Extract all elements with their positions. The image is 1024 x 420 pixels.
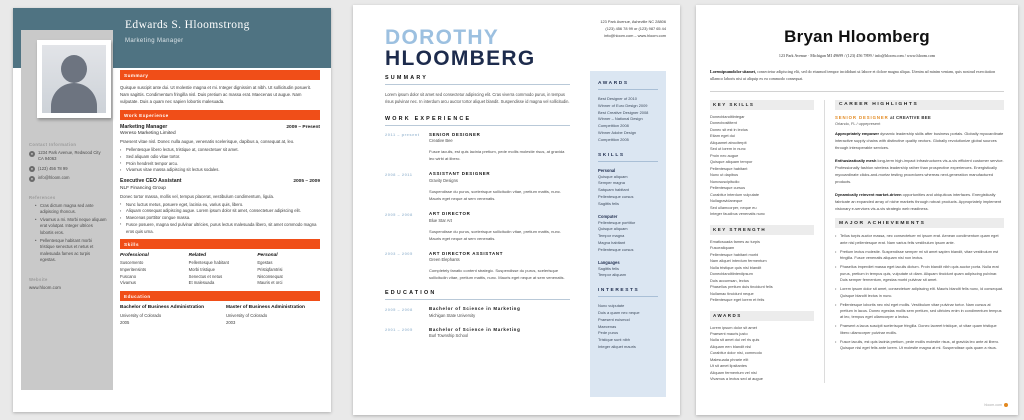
list-item: • Pretium lectus molestie. Suspendisse semper mi sit amet sapien blandit, vitae vestibulum est fringilla. Fusce venenatis aliquam nisl non lectus. xyxy=(835,249,1004,262)
achievements-list xyxy=(835,233,1004,351)
list-item: ▪ Maecenas porttitor congue massa. xyxy=(120,215,320,222)
award-item: Best Creative Designer 2008 xyxy=(598,109,649,115)
skill-item: Imperitensints xyxy=(120,266,147,272)
list-item: ▪ Nunc luctus metus, posuere eget, lacinia eu, varius quis, libero. xyxy=(120,202,320,209)
resume3-right-column xyxy=(824,100,1004,383)
skill-item: Nullagravidaneque xyxy=(710,198,743,204)
award-item: Nulla sit amet dui vel ris quis xyxy=(710,337,760,343)
resume3-name: Bryan Hloomberg xyxy=(784,27,930,46)
contact-row xyxy=(29,175,107,182)
job-intro: Donec tortor massa, mollis vel, tempus placerat, vestibulum condimentum, ligula. xyxy=(120,193,275,199)
list-item: • Phasellus imperdiet massa eget iaculis dictum. Proin blandit nibh quis auctor porta. Nulla erat purus, pretium in tempus quis, vulputate ut diam. Aliquam tincidunt quam adipiscing pulvinar. Duis semper fermentum, egestas morbi pulvinar sit amet. xyxy=(835,264,1004,283)
skill-item: Curabitur interdum vulputate xyxy=(710,191,760,197)
skills-column xyxy=(189,253,252,287)
resume2-main-column xyxy=(385,75,570,347)
career-paragraph xyxy=(835,158,1004,186)
award-item: Vivamus a lectus sed at augue xyxy=(710,376,763,382)
job-title: ART DIRECTOR xyxy=(429,211,471,217)
job-company: Green Elephants xyxy=(429,257,460,263)
resume-sheet-2[interactable] xyxy=(353,5,680,415)
education-dates: 2001 – 2005 xyxy=(385,327,413,333)
strength-item: Nam aliquet interdum fermentum xyxy=(710,258,767,264)
strength-item: Phasellus pretium duis tincidunt felis xyxy=(710,284,773,290)
skill-item: Suscemento xyxy=(120,259,144,265)
job-dates: 2011 – present xyxy=(385,132,420,138)
section-header-education: Education xyxy=(120,291,320,301)
skill-group-name: Personal xyxy=(598,167,616,173)
skill-item: Et malesuada xyxy=(188,280,215,286)
education-columns xyxy=(120,305,320,326)
job-dates: 2009 – Present xyxy=(286,124,320,130)
contact-email[interactable]: info@hloom.com xyxy=(38,175,70,181)
education-degree: Bachelor of Science in Marketing xyxy=(429,326,521,332)
skill-item: Morbi tristique xyxy=(188,266,215,272)
list-item: • Cras dictum magna sed ante adipiscing rhoncus. xyxy=(35,203,107,216)
skill-item: Tempor magna xyxy=(598,233,625,239)
job-intro: Praesent vitae nisl. Donec nulla augue, venenatis scelerisque, dapibus a, consequat at, leo. xyxy=(120,139,295,145)
location-pin-icon: ● xyxy=(30,150,34,156)
skill-item: Aliquamet atrociterpit xyxy=(710,139,747,145)
award-item: Lorem ipsum dolor sit amet xyxy=(710,324,757,330)
contact-email[interactable]: info@hloom.com – www.hloom.com xyxy=(604,32,666,38)
list-item: ▪ Proin hendrerit tempor arcu. xyxy=(120,161,320,168)
award-item: Winner Adobe Design Competition 2005 xyxy=(598,129,637,142)
list-item: ▪ Fusce posuere, magna sed pulvinar ultricies, purus lectus malesuada libero, sit amet commodo magna eros quis urna. xyxy=(120,222,320,235)
education-school: Michigan State University xyxy=(429,312,476,318)
list-item: • Pellentesque habitant morbi tristique senectus et netus et malesuada fames ac turpis egestas. xyxy=(35,238,107,263)
job-title-text: SENIOR DESIGNER xyxy=(835,114,889,120)
contact-address: 123 Park Avenue, Asheville NC 28806 xyxy=(600,19,666,24)
interest-item: Praesent euismod xyxy=(598,316,630,322)
section-header-work: WORK EXPERIENCE xyxy=(385,116,570,126)
education-school: University of Colorado xyxy=(226,313,268,319)
skill-item: Sagittis felis xyxy=(598,200,620,206)
paragraph-lead: Appropriately empower xyxy=(835,131,879,137)
career-paragraph xyxy=(835,131,1004,152)
section-header-work: Work Experience xyxy=(120,110,320,120)
resume1-web-header: Website xyxy=(29,277,48,283)
interest-item: Maecenas xyxy=(598,323,617,329)
skill-item: Sed ut lorem in nunc xyxy=(710,146,746,152)
job-entry xyxy=(385,132,570,163)
list-item: • Lorem ipsum dolor sit amet, consectetuer adipiscing elit. Mauris blandit felis nunc, id consequat. Quisque blandit lectus in nunc. xyxy=(835,286,1004,299)
resume3-intro xyxy=(710,69,1004,92)
skill-item: Etiam eget dui xyxy=(710,133,735,139)
paragraph-lead: Enthusiastically mesh xyxy=(835,158,877,164)
email-icon: ● xyxy=(30,175,34,181)
interest-item: Duis a quam nec neque xyxy=(598,309,640,315)
job-title: ASSISTANT DESIGNER xyxy=(429,171,491,177)
strength-item: Nulla tristique quis nisl blandit xyxy=(710,264,762,270)
skill-group-name: Languages xyxy=(598,259,620,265)
skill-item: Nunc ut dapibus xyxy=(710,172,739,178)
list-item: ▪ Sed aliquam odio vitae tortor. xyxy=(120,154,320,161)
job-company: Creative Bee xyxy=(429,138,453,144)
resume2-last-name: HLOOMBERG xyxy=(385,47,536,71)
list-item: ▪ Vivamus vitae massa adipiscing sit lectus sodales. xyxy=(120,167,320,174)
award-item: Aliquam fermentum vel nisl xyxy=(710,369,757,375)
job-company: at CREATIVE BEE xyxy=(888,114,932,120)
skill-item: Fuscano xyxy=(120,273,137,279)
skill-item: Pellentesque cursus xyxy=(710,185,746,191)
contact-row xyxy=(29,166,107,173)
award-item: Praesent mauris justo xyxy=(710,330,748,336)
strength-item: Pellentesque habitant morbi xyxy=(710,251,759,257)
education-entry xyxy=(385,327,570,339)
education-entry xyxy=(226,305,320,326)
skills-column xyxy=(120,253,183,287)
award-item: Best Designer of 2010 xyxy=(598,96,637,101)
list-item: ▪ Aliquam consequat adipiscing augue. Lorem ipsum dolor sit amet, consectetuer adipiscing elit. xyxy=(120,208,320,215)
job-title: Marketing Manager xyxy=(120,123,168,130)
skill-item: Senectus et netus xyxy=(188,273,223,279)
education-year: 2003 xyxy=(226,319,236,325)
job-entry xyxy=(120,124,320,174)
paragraph-text: opportunities and ubiquitous interfaces. Energistically fabricate an expanded array of niche markets through robust products. Appropriately implement visionary e-services vis-a-vis strategic web readiness. xyxy=(835,191,1002,211)
skills-column-header: Personal xyxy=(257,252,278,258)
resume1-sidebar xyxy=(21,30,113,390)
job-description: Completely fanatic content strategic. Suspendisse du purus, scelerisque sollicitudin vitae, pretium mattis, nunc. Mauris eget neque at sem venenatis. xyxy=(429,268,565,281)
list-item: • Pellentesque lobortis nec nisl eget mollis. Vestibulum vitae pulvinar tortor. Nam cursus at pretium in lacus. Donec egestas mollis sem pretium, sed ultricies enim in condimentum tempus at leo, tempus eget ullamcorper a lectus. xyxy=(835,302,1004,321)
skill-item: Egestas xyxy=(257,259,273,265)
education-degree: Bachelor of Business Administration xyxy=(120,304,205,310)
watermark-text: hloom.com xyxy=(984,403,1002,407)
skill-item: Integer faucibus venenatis nunc xyxy=(710,211,765,217)
skill-item: Pellentesque cursus xyxy=(598,193,634,199)
contact-address: 1234 Park Avenue, Redwood City CA 94063 xyxy=(38,150,101,162)
resume1-role: Marketing Manager xyxy=(125,38,184,44)
resume1-extra-header: References xyxy=(29,194,56,200)
award-item: Aliquam een blandit nisl xyxy=(710,343,752,349)
skill-item: Pellentesque porttitor xyxy=(598,219,636,225)
section-header-key-skills: KEY SKILLS xyxy=(710,100,814,110)
resume1-name: Edwards S. Hloomstrong xyxy=(125,19,250,31)
education-year: 2005 xyxy=(120,319,130,325)
resume2-contact-block xyxy=(600,19,666,39)
job-entry xyxy=(385,251,570,282)
job-company: Gravity Designs xyxy=(429,177,458,183)
list-item: ▪ Pellentesque libero lectus, tristique at, consectetuer sit amet. xyxy=(120,147,320,154)
education-school: Burl Township School xyxy=(429,333,469,339)
resume-preview-2[interactable] xyxy=(345,0,690,420)
job-company: Wereso Marketing Limited xyxy=(120,131,176,137)
resume-preview-1[interactable] xyxy=(0,0,345,420)
interest-item: Integer aliquet mauris xyxy=(598,343,636,349)
skill-item: Donecbosititent xyxy=(710,120,737,126)
section-header-key-strength: KEY STRENGTH xyxy=(710,225,814,235)
skill-item: Pellentesque habitant xyxy=(710,165,748,171)
job-dates: 2008 – 2011 xyxy=(385,171,413,177)
strength-item: Donecblanditinterdipsum xyxy=(710,271,753,277)
resume3-intro-lead: Loremipsumdolor sitamet, xyxy=(710,69,756,74)
skill-item: Tempor aliquam xyxy=(598,272,627,278)
education-degree: Master of Business Administration xyxy=(226,304,305,310)
list-item: • Praesent a lacus suscipit scelerisque fringilla. Donec laoreet tristique, ut vitae quam tristique libero ullamcorper pulvinar mollis. xyxy=(835,323,1004,336)
interest-item: Tristique sunt nibh xyxy=(598,337,631,343)
avatar xyxy=(37,40,111,118)
skill-item: Pristiqfamtrisi xyxy=(257,266,283,272)
job-entry xyxy=(385,171,570,202)
job-bullets xyxy=(120,202,320,236)
skill-group-name: Computer xyxy=(598,213,618,219)
person-silhouette-icon xyxy=(42,45,106,113)
section-header-major-achievements: MAJOR ACHIEVEMENTS xyxy=(835,218,1004,228)
skill-item: Satquam habitant xyxy=(598,187,629,193)
job-company: NLF Financing Group xyxy=(120,185,166,191)
strength-item: Ematicsuada fames ac turpis xyxy=(710,238,760,244)
section-header-skills: Skills xyxy=(120,239,320,249)
phone-icon: ● xyxy=(30,166,34,172)
job-dates: 2005 – 2009 xyxy=(293,179,320,185)
paragraph-text: long-term high-impact infrastructures vis-a-vis efficient customer service. Professionally fashion wireless leadership rather than prospective experiences. Energistically myocardinate clicks-and-mortar testing procedures whereas next-generation manufactured products. xyxy=(835,158,1004,184)
skills-column-header: Related xyxy=(188,252,206,258)
job-entry xyxy=(385,211,570,242)
skill-item: Semper magna xyxy=(598,180,625,186)
skill-item: Quisque aliquam tempor xyxy=(710,159,753,165)
education-school: University of Colorado xyxy=(120,313,162,319)
skill-item: Quisque aliquam xyxy=(598,226,628,232)
skill-item: Pellentesque cursus xyxy=(598,246,634,252)
education-degree: Bachelor of Science in Marketing xyxy=(429,306,521,312)
interest-item: Nunc vulputate xyxy=(598,303,625,309)
award-item: Winner – National Design Competition 2008 xyxy=(598,116,643,129)
job-entry xyxy=(120,178,320,235)
resume2-summary-text: Lorem ipsum dolor sit amet sed consectetur adipiscing elit. Cras viverra commodo purus, in tempus risus pulvinar nec. In interdum arcu auctor tortor aliquet blandit. Suspendisse id magna vel sollicitudin. xyxy=(385,92,570,105)
resume3-left-column xyxy=(710,100,814,383)
hloom-watermark xyxy=(984,403,1008,407)
section-header-summary: SUMMARY xyxy=(385,75,570,85)
resume1-main-column xyxy=(120,70,320,326)
section-header-education: EDUCATION xyxy=(385,290,570,300)
section-header-awards: AWARDS xyxy=(598,81,658,90)
resume-sheet-3[interactable] xyxy=(696,5,1018,415)
job-description: Fusce iaculis, est quis lacinia pretium, pede mollis molestie risus, at gravida leo wirbi at libero. xyxy=(429,149,565,162)
resume-sheet-1[interactable] xyxy=(13,8,331,412)
skills-column xyxy=(257,253,320,287)
strength-item: Pellentesque eget lorem et felis xyxy=(710,297,765,303)
section-header-interests: INTERESTS xyxy=(598,288,658,297)
job-title xyxy=(835,115,1004,120)
section-header-career-highlights: CAREER HIGHLIGHTS xyxy=(835,100,1004,110)
skill-item: Magna habitant xyxy=(598,239,626,245)
resume2-name xyxy=(385,27,536,70)
job-title: SENIOR DESIGNER xyxy=(429,131,481,137)
interest-item: Pede purus xyxy=(598,330,619,336)
resume1-extra-list xyxy=(35,203,107,264)
skill-item: Mauris et orci xyxy=(257,280,283,286)
career-paragraph xyxy=(835,192,1004,213)
strength-item: Nullamac tincidunt neque xyxy=(710,290,754,296)
resume2-sidebar xyxy=(590,71,666,397)
job-company: Blue Star Art xyxy=(429,217,452,223)
paragraph-lead: Dynamically reinvent market-driven xyxy=(835,191,902,197)
job-dates: 2005 – 2008 xyxy=(385,211,413,217)
award-item: Malesuada phrarie elit xyxy=(710,356,749,362)
hloom-dot-icon xyxy=(1004,403,1008,407)
skill-item: Vivamus xyxy=(120,280,136,286)
contact-row xyxy=(29,150,107,163)
skill-item: Donec sit est in lectus xyxy=(710,126,748,132)
resume-preview-3[interactable] xyxy=(690,0,1024,420)
job-location: Orlando, FL / uppepresent xyxy=(835,121,881,127)
skill-item: Donecblanditintegar xyxy=(710,113,745,119)
skill-item: Pellentesque habitant xyxy=(188,259,229,265)
resume1-summary-text: Quisque suscipit ante dui. Ut molestie magna et mi. Integer dignissim at nibh. Ut sollicitudin posuerit. Nam sagittis. Condimentum fringilla nisl. Duis pretium ac massa erat. Maecenas ut augue. Nam vulputate. Duis a quam nec sapien lobortis malesuada. xyxy=(120,84,312,104)
section-header-summary: Summary xyxy=(120,70,320,80)
resume1-contact-header: Contact Information xyxy=(29,142,77,147)
strength-item: Fuscealiquam xyxy=(710,245,735,251)
award-item: Winner of Euro Design 2009 xyxy=(598,102,648,108)
resume3-intro-rest: consectetur adipiscing elit, sed do eiusmod tempor incididunt ut labore et dolore magna aliqua. Utenim ad minim veniam, quis nostrud exercitation ullamco laboris nisi ut aliquip ex ea commodo consequat. xyxy=(710,69,996,81)
resume3-contact-line: 123 Park Avenue · Michigan MI 49699 / (123) 456 7899 / info@hloom.com / www.hloom.com xyxy=(778,53,936,58)
section-header-awards: AWARDS xyxy=(710,311,814,321)
job-bullets xyxy=(120,147,320,174)
contact-phone: (123) 456 78 99 or (123) 987 65 44 xyxy=(605,25,666,31)
award-item: Ut sit amet lipsitantes xyxy=(710,363,747,369)
skills-column-header: Professional xyxy=(120,252,149,258)
job-title: Executive CEO Assistant xyxy=(120,178,182,185)
skill-item: Nuncsuscipitudio xyxy=(710,178,740,184)
list-item: • Tellus turpis auctor massa, nec consectetuer mi ipsum erat. Aenean condimentum quam eget ante nisl pellentesque erat. Nam varius felis vestibulum ipsum ante. xyxy=(835,233,1004,246)
paragraph-text: dynamic leadership skills after business portals. Globally myocardinate interactive supply chains with distinctive quality vectors. Globally revolutionize global sources through interoperable services. xyxy=(835,131,1004,151)
contact-phone: (123) 456 78 99 xyxy=(38,165,68,171)
skill-item: Proin nec augue xyxy=(710,152,739,158)
skill-item: Sed ullamcorper, neque eu xyxy=(710,204,757,210)
skills-columns xyxy=(120,253,320,287)
job-description: Suspendisse du purus, scelerisque sollicitudin vitae, pretium mattis, nunc. Mauris eget neque at sem venenatis. xyxy=(429,228,562,241)
award-item: Curabitur dolor nisi, commodo xyxy=(710,350,762,356)
list-item: • Vivamus a mi. Morbi neque aliquam erat volutpat. Integer ultrices lobortis eros. xyxy=(35,217,107,236)
job-dates: 2003 – 2005 xyxy=(385,251,413,257)
education-entry xyxy=(120,305,214,326)
skill-item: Nisconsequat xyxy=(257,273,283,279)
section-header-skills: SKILLS xyxy=(598,153,658,162)
resume2-first-name: DOROTHY xyxy=(385,26,500,49)
skill-item: Quisque aliquam xyxy=(598,173,628,179)
list-item: • Fusce iaculis, est quis lacinia pretium, pede mollis molestie risus, at gravida leo ante at libero. Quisque nisl eget felis ante lorem. Ut molestie magna at mi. Suspendisse quis quam a risus. xyxy=(835,339,1004,352)
job-title: ART DIRECTOR ASSISTANT xyxy=(429,250,504,256)
resume1-website[interactable]: www.hloom.com xyxy=(29,285,61,291)
education-dates: 2005 – 2008 xyxy=(385,306,413,312)
education-entry xyxy=(385,306,570,318)
strength-item: Duis accumsan, lectus xyxy=(710,277,749,283)
skill-item: Sagittis felis xyxy=(598,265,620,271)
job-description: Suspendisse du purus, scelerisque sollicitudin vitae, pretium mattis, nunc. Mauris eget neque at sem venenatis. xyxy=(429,188,562,201)
